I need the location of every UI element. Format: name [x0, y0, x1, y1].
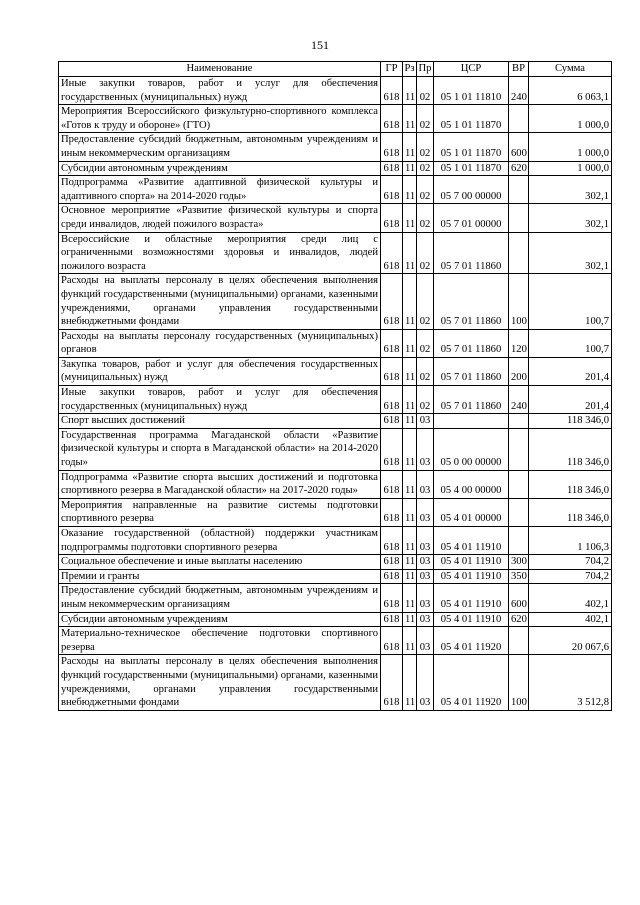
- table-row: [59, 176, 612, 204]
- row-gr: 618: [381, 428, 403, 470]
- row-sum: 402,1: [529, 584, 612, 612]
- row-gr: 618: [381, 161, 403, 176]
- row-vr: [509, 627, 529, 655]
- row-rz: 11: [403, 105, 417, 133]
- row-vr: 300: [509, 555, 529, 570]
- table-row: [59, 204, 612, 232]
- row-csr: 05 7 00 00000: [434, 176, 509, 204]
- header-name: Наименование: [59, 62, 381, 77]
- row-sum: 1 000,0: [529, 161, 612, 176]
- row-sum: 402,1: [529, 612, 612, 627]
- row-sum: 1 106,3: [529, 527, 612, 555]
- table-row: [59, 161, 612, 176]
- row-csr: 05 1 01 11870: [434, 133, 509, 161]
- row-gr: 618: [381, 357, 403, 385]
- table-row: [59, 627, 612, 655]
- row-sum: 118 346,0: [529, 428, 612, 470]
- row-rz: 11: [403, 470, 417, 498]
- row-vr: 350: [509, 569, 529, 584]
- header-pr: Пр: [417, 62, 434, 77]
- row-rz: 11: [403, 357, 417, 385]
- header-vr: ВР: [509, 62, 529, 77]
- table-row: [59, 498, 612, 526]
- header-csr: ЦСР: [434, 62, 509, 77]
- row-gr: 618: [381, 627, 403, 655]
- table-row: [59, 470, 612, 498]
- row-rz: 11: [403, 655, 417, 710]
- row-name: Расходы на выплаты персоналу в целях обеспечения выполнения функций государственными (муниципальными) органами, казенными учреждениями, органами управления государственными внебюджетными фондами: [59, 655, 381, 710]
- row-pr: 02: [417, 357, 434, 385]
- row-pr: 03: [417, 627, 434, 655]
- row-gr: 618: [381, 386, 403, 414]
- row-vr: [509, 527, 529, 555]
- row-sum: 201,4: [529, 357, 612, 385]
- row-pr: 03: [417, 612, 434, 627]
- header-rz: Рз: [403, 62, 417, 77]
- row-vr: 240: [509, 386, 529, 414]
- row-rz: 11: [403, 329, 417, 357]
- row-pr: 02: [417, 77, 434, 105]
- row-gr: 618: [381, 105, 403, 133]
- table-row: [59, 555, 612, 570]
- row-csr: 05 4 01 00000: [434, 498, 509, 526]
- row-sum: 100,7: [529, 274, 612, 329]
- row-gr: 618: [381, 470, 403, 498]
- table-row: [59, 527, 612, 555]
- row-csr: 05 7 01 11860: [434, 274, 509, 329]
- row-name: Всероссийские и областные мероприятия среди лиц с ограниченными возможностями здоровья и инвалидов, людей пожилого возраста: [59, 232, 381, 274]
- row-sum: 201,4: [529, 386, 612, 414]
- table-row: [59, 569, 612, 584]
- row-name: Основное мероприятие «Развитие физической культуры и спорта среди инвалидов, людей пожилого возраста»: [59, 204, 381, 232]
- row-vr: 620: [509, 612, 529, 627]
- table-row: [59, 274, 612, 329]
- row-name: Закупка товаров, работ и услуг для обеспечения государственных (муниципальных) нужд: [59, 357, 381, 385]
- row-name: Расходы на выплаты персоналу государственных (муниципальных) органов: [59, 329, 381, 357]
- row-pr: 02: [417, 161, 434, 176]
- row-gr: 618: [381, 569, 403, 584]
- table-row: [59, 133, 612, 161]
- row-name: Мероприятия направленные на развитие системы подготовки спортивного резерва: [59, 498, 381, 526]
- row-csr: 05 7 01 11860: [434, 329, 509, 357]
- row-name: Спорт высших достижений: [59, 414, 381, 429]
- row-rz: 11: [403, 133, 417, 161]
- row-csr: 05 7 01 11860: [434, 357, 509, 385]
- row-vr: [509, 470, 529, 498]
- row-gr: 618: [381, 133, 403, 161]
- row-csr: 05 4 00 00000: [434, 470, 509, 498]
- row-sum: 1 000,0: [529, 105, 612, 133]
- row-rz: 11: [403, 527, 417, 555]
- row-csr: 05 1 01 11870: [434, 161, 509, 176]
- row-name: Материально-техническое обеспечение подготовки спортивного резерва: [59, 627, 381, 655]
- row-vr: [509, 498, 529, 526]
- row-pr: 02: [417, 105, 434, 133]
- row-sum: 118 346,0: [529, 414, 612, 429]
- row-gr: 618: [381, 612, 403, 627]
- row-csr: 05 1 01 11870: [434, 105, 509, 133]
- row-vr: 620: [509, 161, 529, 176]
- table-row: [59, 77, 612, 105]
- row-rz: 11: [403, 627, 417, 655]
- row-name: Расходы на выплаты персоналу в целях обеспечения выполнения функций государственными (муниципальными) органами, казенными учреждениями, органами управления государственными внебюджетными фондами: [59, 274, 381, 329]
- row-gr: 618: [381, 555, 403, 570]
- row-name: Субсидии автономным учреждениям: [59, 612, 381, 627]
- row-csr: 05 4 01 11910: [434, 527, 509, 555]
- row-name: Премии и гранты: [59, 569, 381, 584]
- row-name: Иные закупки товаров, работ и услуг для обеспечения государственных (муниципальных) нужд: [59, 386, 381, 414]
- row-rz: 11: [403, 569, 417, 584]
- row-gr: 618: [381, 498, 403, 526]
- row-csr: 05 0 00 00000: [434, 428, 509, 470]
- row-vr: [509, 105, 529, 133]
- row-sum: 302,1: [529, 232, 612, 274]
- row-pr: 03: [417, 655, 434, 710]
- row-csr: 05 7 01 11860: [434, 386, 509, 414]
- row-pr: 02: [417, 133, 434, 161]
- row-gr: 618: [381, 584, 403, 612]
- row-pr: 03: [417, 569, 434, 584]
- row-vr: [509, 232, 529, 274]
- row-sum: 100,7: [529, 329, 612, 357]
- row-pr: 03: [417, 428, 434, 470]
- row-csr: 05 4 01 11910: [434, 569, 509, 584]
- row-vr: [509, 176, 529, 204]
- row-csr: 05 4 01 11910: [434, 555, 509, 570]
- row-pr: 02: [417, 329, 434, 357]
- header-sum: Сумма: [529, 62, 612, 77]
- row-rz: 11: [403, 176, 417, 204]
- row-csr: 05 7 01 11860: [434, 232, 509, 274]
- row-rz: 11: [403, 77, 417, 105]
- row-name: Предоставление субсидий бюджетным, автономным учреждениям и иным некоммерческим организациям: [59, 584, 381, 612]
- row-name: Предоставление субсидий бюджетным, автономным учреждениям и иным некоммерческим организациям: [59, 133, 381, 161]
- table-row: [59, 329, 612, 357]
- row-vr: 600: [509, 133, 529, 161]
- row-rz: 11: [403, 232, 417, 274]
- row-vr: [509, 414, 529, 429]
- table-row: [59, 655, 612, 710]
- row-pr: 03: [417, 527, 434, 555]
- row-csr: 05 4 01 11910: [434, 584, 509, 612]
- row-rz: 11: [403, 428, 417, 470]
- row-vr: 240: [509, 77, 529, 105]
- table-row: [59, 105, 612, 133]
- table-row: [59, 232, 612, 274]
- row-sum: 704,2: [529, 555, 612, 570]
- row-sum: 1 000,0: [529, 133, 612, 161]
- budget-table: [58, 61, 612, 711]
- row-pr: 02: [417, 204, 434, 232]
- row-name: Субсидии автономным учреждениям: [59, 161, 381, 176]
- row-pr: 02: [417, 274, 434, 329]
- row-gr: 618: [381, 232, 403, 274]
- row-rz: 11: [403, 555, 417, 570]
- row-vr: 600: [509, 584, 529, 612]
- row-vr: 200: [509, 357, 529, 385]
- row-rz: 11: [403, 274, 417, 329]
- row-csr: 05 4 01 11910: [434, 612, 509, 627]
- row-sum: 302,1: [529, 204, 612, 232]
- row-sum: 20 067,6: [529, 627, 612, 655]
- table-row: [59, 357, 612, 385]
- page-number: 151: [311, 38, 329, 52]
- row-csr: 05 4 01 11920: [434, 627, 509, 655]
- row-rz: 11: [403, 386, 417, 414]
- table-row: [59, 428, 612, 470]
- row-csr: 05 4 01 11920: [434, 655, 509, 710]
- row-name: Мероприятия Всероссийского физкультурно-спортивного комплекса «Готов к труду и обороне» (ГТО): [59, 105, 381, 133]
- row-vr: 100: [509, 274, 529, 329]
- row-sum: 704,2: [529, 569, 612, 584]
- row-name: Государственная программа Магаданской области «Развитие физической культуры и спорта в Магаданской области» на 2014-2020 годы»: [59, 428, 381, 470]
- row-csr: 05 7 01 00000: [434, 204, 509, 232]
- row-sum: 6 063,1: [529, 77, 612, 105]
- row-sum: 3 512,8: [529, 655, 612, 710]
- row-vr: 120: [509, 329, 529, 357]
- row-name: Иные закупки товаров, работ и услуг для обеспечения государственных (муниципальных) нужд: [59, 77, 381, 105]
- row-vr: [509, 428, 529, 470]
- row-vr: [509, 204, 529, 232]
- row-gr: 618: [381, 527, 403, 555]
- row-sum: 118 346,0: [529, 470, 612, 498]
- row-rz: 11: [403, 414, 417, 429]
- table-row: [59, 386, 612, 414]
- row-rz: 11: [403, 584, 417, 612]
- row-vr: 100: [509, 655, 529, 710]
- row-gr: 618: [381, 176, 403, 204]
- row-pr: 03: [417, 414, 434, 429]
- row-sum: 302,1: [529, 176, 612, 204]
- row-rz: 11: [403, 204, 417, 232]
- row-pr: 03: [417, 584, 434, 612]
- row-pr: 02: [417, 386, 434, 414]
- row-name: Оказание государственной (областной) поддержки участникам подпрограммы подготовки спортивного резерва: [59, 527, 381, 555]
- row-name: Подпрограмма «Развитие спорта высших достижений и подготовка спортивного резерва в Магаданской области» на 2017-2020 годы»: [59, 470, 381, 498]
- row-gr: 618: [381, 274, 403, 329]
- row-gr: 618: [381, 414, 403, 429]
- row-name: Социальное обеспечение и иные выплаты населению: [59, 555, 381, 570]
- row-pr: 02: [417, 232, 434, 274]
- row-name: Подпрограмма «Развитие адаптивной физической культуры и адаптивного спорта» на 2014-2020 годы»: [59, 176, 381, 204]
- row-rz: 11: [403, 612, 417, 627]
- row-pr: 03: [417, 555, 434, 570]
- row-gr: 618: [381, 204, 403, 232]
- row-gr: 618: [381, 655, 403, 710]
- header-gr: ГР: [381, 62, 403, 77]
- row-gr: 618: [381, 77, 403, 105]
- row-gr: 618: [381, 329, 403, 357]
- row-sum: 118 346,0: [529, 498, 612, 526]
- row-rz: 11: [403, 498, 417, 526]
- row-csr: [434, 414, 509, 429]
- row-csr: 05 1 01 11810: [434, 77, 509, 105]
- table-row: [59, 584, 612, 612]
- row-pr: 03: [417, 498, 434, 526]
- table-row: [59, 414, 612, 429]
- table-header-row: [59, 62, 612, 77]
- row-pr: 02: [417, 176, 434, 204]
- table-row: [59, 612, 612, 627]
- row-rz: 11: [403, 161, 417, 176]
- row-pr: 03: [417, 470, 434, 498]
